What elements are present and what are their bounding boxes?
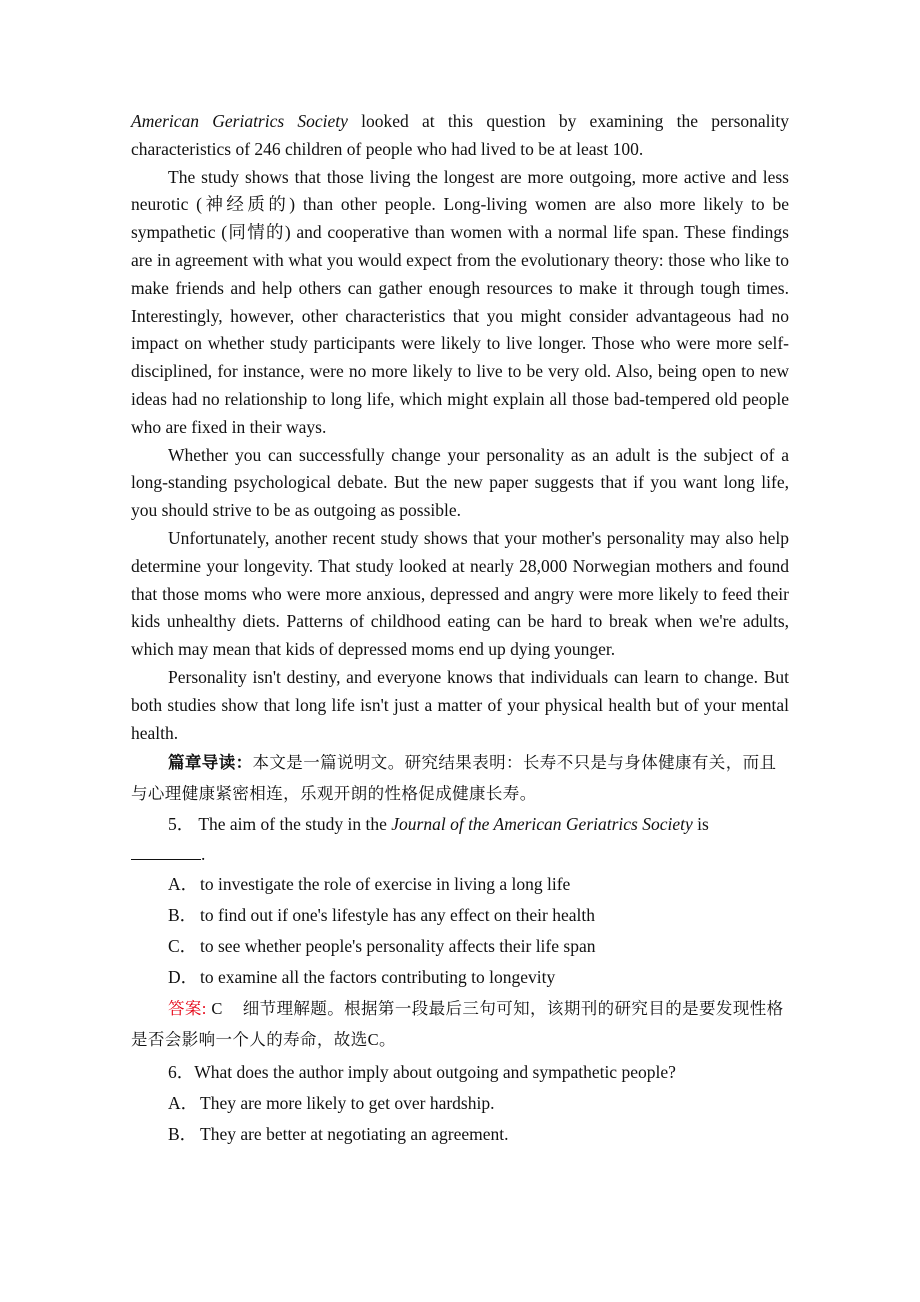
option-letter: A． xyxy=(168,1093,199,1114)
option-b[interactable] xyxy=(131,900,789,931)
option-text: to find out if one's lifestyle has any effect on their health xyxy=(200,905,596,926)
answer-label: 答案: xyxy=(168,999,207,1019)
question-5-stem xyxy=(131,809,789,869)
option-text: to investigate the role of exercise in living a long life xyxy=(200,874,571,895)
stem-end: . xyxy=(201,844,206,865)
passage-paragraph-2: The study shows that those living the longest are more outgoing, more active and less neurotic (神经质的) than other people. Long-living women are also more likely to be sympathetic (同情的) and cooperative than women with a normal life span. These findings are in agreement with what you would expect from the evolutionary theory: those who like to make friends and help others can gather enough resources to make it through tough times. Interestingly, however, other characteristics that you might consider advantageous had no impact on whether study participants were likely to live longer. Those who were more self-disciplined, for instance, were no more likely to live to be very old. Also, being open to new ideas had no relationship to long life, which might explain all those bad-tempered old people who are fixed in their ways. xyxy=(131,166,789,437)
passage-paragraph-3: Whether you can successfully change your personality as an adult is the subject of a long-standing psychological debate. But the new paper suggests that if you want long life, you should strive to be as outgoing as possible. xyxy=(131,444,789,521)
option-text: to see whether people's personality affects their life span xyxy=(200,936,596,957)
option-b[interactable] xyxy=(131,1119,789,1150)
question-number: 5． xyxy=(168,814,195,835)
passage-paragraph-4: Unfortunately, another recent study shows that your mother's personality may also help determine your longevity. That study looked at nearly 28,000 Norwegian mothers and found that those moms who were more anxious, depressed and angry were more likely to feed their kids unhealthy diets. Patterns of childhood eating can be hard to break when we're adults, which may mean that kids of depressed moms end up dying younger. xyxy=(131,527,789,660)
passage-guide xyxy=(131,747,789,809)
stem-text: What does the author imply about outgoing and sympathetic people? xyxy=(194,1062,676,1083)
option-a[interactable] xyxy=(131,869,789,900)
option-letter: C． xyxy=(168,936,198,957)
guide-text: 本文是一篇说明文。研究结果表明：长寿不只是与身体健康有关，而且与心理健康紧密相连，乐观开朗的性格促成健康长寿。 xyxy=(131,753,777,804)
passage-paragraph-5: Personality isn't destiny, and everyone knows that individuals can learn to change. But both studies show that long life isn't just a matter of your physical health but of your mental health. xyxy=(131,666,789,743)
document-page xyxy=(131,108,789,1150)
option-letter: B． xyxy=(168,1124,198,1145)
question-5-answer xyxy=(131,993,789,1055)
passage-paragraph-1 xyxy=(131,108,789,164)
option-a[interactable] xyxy=(131,1088,789,1119)
journal-name: Journal of the American Geriatrics Society xyxy=(391,814,693,835)
option-text: They are better at negotiating an agreement. xyxy=(200,1124,509,1145)
stem-text: is xyxy=(692,814,709,835)
option-c[interactable] xyxy=(131,931,789,962)
guide-label: 篇章导读： xyxy=(168,753,253,773)
journal-name: American Geriatrics Society xyxy=(131,111,348,131)
stem-text: The aim of the study in the xyxy=(198,814,392,835)
question-6-stem xyxy=(131,1057,789,1088)
question-number: 6． xyxy=(168,1062,195,1083)
option-letter: B． xyxy=(168,905,198,926)
option-letter: A． xyxy=(168,874,199,895)
option-d[interactable] xyxy=(131,962,789,993)
option-letter: D． xyxy=(168,967,199,988)
option-text: to examine all the factors contributing to longevity xyxy=(200,967,556,988)
answer-explanation: 细节理解题。根据第一段最后三句可知，该期刊的研究目的是要发现性格是否会影响一个人的寿命，故选C。 xyxy=(131,999,784,1050)
answer-blank xyxy=(131,841,201,860)
question-5-options xyxy=(131,869,789,993)
answer-key: C xyxy=(206,999,223,1019)
question-6-options xyxy=(131,1088,789,1150)
paragraph-text: looked at this question by examining the personality characteristics of 246 children of people who had lived to be at least 100. xyxy=(131,111,789,159)
option-text: They are more likely to get over hardship. xyxy=(200,1093,495,1114)
